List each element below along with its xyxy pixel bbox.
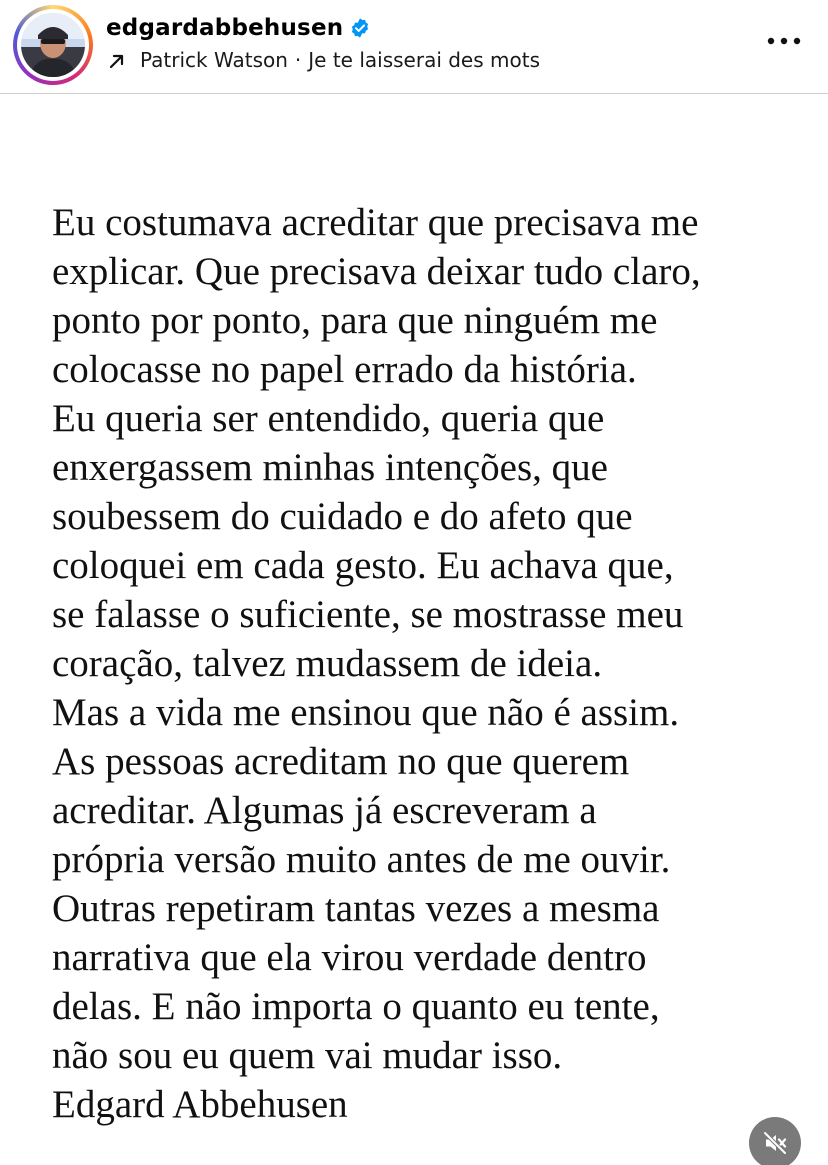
post-text-line: coração, talvez mudassem de ideia. [52,642,603,685]
more-options-icon [766,37,802,45]
mute-toggle-button[interactable] [749,1117,801,1165]
post-text-line: soubessem do cuidado e do afeto que [52,495,633,538]
post-text-line: delas. E não importa o quanto eu tente, [52,985,660,1028]
post-text-line: Eu queria ser entendido, queria que [52,397,605,440]
music-attribution[interactable] [106,46,540,74]
post-text-line: Outras repetiram tantas vezes a mesma [52,887,660,930]
post-text-line: se falasse o suficiente, se mostrasse meu [52,593,684,636]
post-text-line: acreditar. Algumas já escreveram a [52,789,597,832]
post-text-line: não sou eu quem vai mudar isso. [52,1034,563,1077]
muted-speaker-icon [761,1129,789,1157]
post-text-line: própria versão muito antes de me ouvir. [52,838,671,881]
post-text-line: coloquei em cada gesto. Eu achava que, [52,544,674,587]
music-title: Je te laisserai des mots [308,48,540,72]
arrow-up-right-icon [108,51,126,69]
username-row [106,11,371,45]
more-options-button[interactable] [762,26,806,56]
post-text-line: colocasse no papel errado da história. [52,348,637,391]
post-text-line: explicar. Que precisava deixar tudo claro, [52,250,701,293]
post-text-line: enxergassem minhas intenções, que [52,446,608,489]
post-text-line: ponto por ponto, para que ninguém me [52,299,658,342]
username[interactable]: edgardabbehusen [106,15,344,41]
verified-badge-icon [349,17,371,39]
avatar[interactable] [21,13,85,77]
post-text [52,198,812,1129]
post-text-line: As pessoas acreditam no que querem [52,740,630,783]
music-artist: Patrick Watson [140,48,288,72]
post-text-line: Mas a vida me ensinou que não é assim. [52,691,680,734]
post-text-line: Eu costumava acreditar que precisava me [52,201,699,244]
music-separator: · [294,48,302,72]
post-header [0,0,828,94]
post-signature: Edgard Abbehusen [52,1083,348,1126]
post-text-line: narrativa que ela virou verdade dentro [52,936,647,979]
story-ring[interactable] [13,5,93,85]
